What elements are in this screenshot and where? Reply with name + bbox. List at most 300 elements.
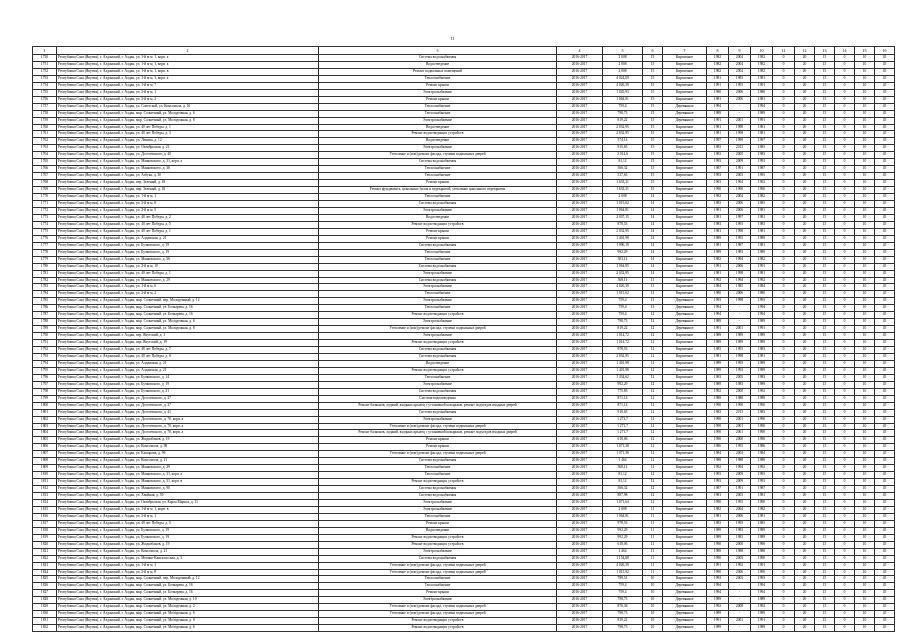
table-row: [33, 103, 895, 110]
table-cell: Кирпичное: [663, 291, 707, 298]
address-detail: ул. 1-й м-н, 1, корп. в: [136, 506, 169, 511]
table-row: [33, 541, 895, 548]
table-cell: 13: [643, 277, 663, 284]
table-cell: Кирпичное: [663, 214, 707, 221]
work-type-cell: Ремонт фундамента, цокольных балок и перекрытий, утепление цокольного перекрытия: [319, 187, 557, 194]
address-cell: Республика Саха (Якутия), г. Алданский, г. Алдан, ул. Достоевского, д. 70, корп. а: [57, 423, 319, 430]
address-prefix: Республика Саха (Якутия), г. Алданский, г. Алдан: [58, 576, 135, 581]
table-cell: 12: [643, 312, 663, 319]
table-cell: 10: [855, 270, 875, 277]
table-cell: 14: [643, 194, 663, 201]
table-cell: 798,73: [603, 319, 643, 326]
table-cell: 1989: [707, 611, 729, 618]
address-detail: ул. 2-й м-н, 8: [136, 569, 157, 574]
table-cell: Деревянное: [663, 319, 707, 326]
table-cell: 1990: [751, 555, 773, 562]
address-detail: ул. Достоевского, д. 70, корп. а: [136, 430, 184, 435]
table-row: [33, 277, 895, 284]
table-cell: 12: [643, 423, 663, 430]
table-cell: 10: [855, 319, 875, 326]
table-cell: 1981: [707, 242, 729, 249]
table-row: [33, 423, 895, 430]
table-row: [33, 486, 895, 493]
table-cell: 15: [815, 500, 835, 507]
address-prefix: Республика Саха (Якутия), г. Алданский, г. Алдан: [58, 242, 135, 247]
table-cell: Кирпичное: [663, 506, 707, 513]
table-cell: 10: [855, 159, 875, 166]
table-cell: 20: [795, 75, 815, 82]
address-detail: мкр. Солнечный, ул. Бочкарева, д. 16: [136, 583, 193, 588]
table-cell: 0: [835, 263, 855, 270]
table-cell: 1991: [751, 82, 773, 89]
address-detail: ул. Маяковского, д. 31, корп. а: [136, 472, 183, 477]
table-cell: 0: [773, 527, 795, 534]
address-detail: мкр. Солнечный, ул. Молодежная, д. 6: [136, 319, 195, 324]
table-cell: 45: [875, 110, 895, 117]
address-prefix: Республика Саха (Якутия), г. Алданский, г. Алдан: [58, 416, 135, 421]
table-cell: 10: [855, 173, 875, 180]
table-cell: 20: [795, 604, 815, 611]
table-cell: 1989: [707, 534, 729, 541]
table-cell: 1993: [751, 479, 773, 486]
table-cell: 15: [815, 576, 835, 583]
address-prefix: Республика Саха (Якутия), г. Алданский, г. Алдан: [58, 374, 135, 379]
table-cell: 0: [835, 611, 855, 618]
table-cell: 10: [855, 291, 875, 298]
table-cell: 1988: [729, 548, 751, 555]
table-cell: 1994: [707, 590, 729, 597]
work-type-cell: Ремонт водоотводящих устройств: [319, 541, 557, 548]
table-cell: 0: [835, 444, 855, 451]
table-cell: 14: [643, 228, 663, 235]
table-cell: 1989: [707, 597, 729, 604]
table-cell: 0: [835, 201, 855, 208]
address-cell: Республика Саха (Якутия), г. Алданский, г. Алдан, ул. Мегино-Кангаласская, д. 3: [57, 555, 319, 562]
table-cell: 1827: [33, 590, 57, 597]
table-cell: 0: [773, 465, 795, 472]
table-cell: 1984: [707, 284, 729, 291]
table-cell: 1982: [707, 61, 729, 68]
table-cell: 2016-2017: [557, 367, 603, 374]
table-cell: 20: [795, 618, 815, 625]
table-cell: 12: [643, 319, 663, 326]
address-cell: Республика Саха (Якутия), г. Алданский, г. Алдан, ул. 2-й м-н, 2: [57, 291, 319, 298]
table-cell: 20: [795, 312, 815, 319]
table-cell: 1795: [33, 367, 57, 374]
table-cell: 20: [795, 611, 815, 618]
table-cell: 2004: [729, 55, 751, 62]
table-row: [33, 430, 895, 437]
table-cell: 1994: [751, 305, 773, 312]
work-type-cell: Электроснабжение: [319, 298, 557, 305]
table-cell: 10: [855, 110, 875, 117]
table-cell: 11: [643, 520, 663, 527]
table-cell: 2016-2017: [557, 534, 603, 541]
table-row: [33, 166, 895, 173]
table-cell: 45: [875, 75, 895, 82]
work-type-cell: Утепление и (или) ремонт фасада, ступени подвальных дверей: [319, 604, 557, 611]
table-cell: 0: [773, 513, 795, 520]
address-detail: ул. Комсомола, д. 98: [136, 444, 168, 449]
table-cell: 45: [875, 451, 895, 458]
table-cell: 0: [773, 96, 795, 103]
table-cell: 1983: [707, 409, 729, 416]
address-cell: Республика Саха (Якутия), г. Алданский, г. Алдан, ул. Достоевского, д. 27: [57, 402, 319, 409]
table-cell: 2016-2017: [557, 68, 603, 75]
table-row: [33, 298, 895, 305]
table-cell: 0: [773, 555, 795, 562]
address-cell: Республика Саха (Якутия), г. Алданский, г. Алдан, ул. Достоевского, д. 70, корп. а: [57, 430, 319, 437]
table-cell: 2005: [729, 374, 751, 381]
address-cell: Республика Саха (Якутия), г. Алданский, г. Алдан, мкр. Солнечный, ул. Молодежная, д. 10: [57, 597, 319, 604]
table-cell: 0: [773, 353, 795, 360]
address-cell: Республика Саха (Якутия), г. Алданский, г. Алдан, мкр. Солнечный, ул. Молодежная, д. 6: [57, 625, 319, 632]
table-cell: 1983: [707, 374, 729, 381]
work-type-cell: Ремонт водоотводящих устройств: [319, 340, 557, 347]
table-cell: 1982: [751, 68, 773, 75]
table-cell: 0: [773, 75, 795, 82]
table-cell: 2 008: [603, 61, 643, 68]
table-cell: 1981: [707, 124, 729, 131]
table-cell: 20: [795, 374, 815, 381]
table-cell: 1 401,98: [603, 235, 643, 242]
table-cell: Кирпичное: [663, 437, 707, 444]
table-cell: 1991: [707, 117, 729, 124]
table-cell: 2016-2017: [557, 201, 603, 208]
table-cell: 2016-2017: [557, 82, 603, 89]
table-cell: 0: [773, 444, 795, 451]
table-cell: 1990: [751, 423, 773, 430]
address-cell: Республика Саха (Якутия), г. Алданский, г. Алдан, пер. Якутский, д. 1: [57, 333, 319, 340]
table-cell: 1989: [707, 333, 729, 340]
table-cell: 0: [773, 409, 795, 416]
address-prefix: Республика Саха (Якутия), г. Алданский, г. Алдан: [58, 451, 135, 456]
table-cell: Кирпичное: [663, 388, 707, 395]
table-cell: Деревянное: [663, 590, 707, 597]
address-prefix: Республика Саха (Якутия), г. Алданский, г. Алдан: [58, 520, 135, 525]
table-cell: 45: [875, 583, 895, 590]
table-cell: 10: [855, 214, 875, 221]
table-cell: 10: [855, 124, 875, 131]
work-type-cell: Система водоснабжения: [319, 493, 557, 500]
table-cell: 20: [795, 347, 815, 354]
work-type-cell: Ремонт водоотводящих устройств: [319, 479, 557, 486]
table-row: [33, 256, 895, 263]
table-row: [33, 333, 895, 340]
table-cell: 45: [875, 465, 895, 472]
address-prefix: Республика Саха (Якутия), г. Алданский, г. Алдан: [58, 55, 135, 59]
table-cell: 20: [795, 117, 815, 124]
table-cell: Кирпичное: [663, 124, 707, 131]
table-cell: 2016-2017: [557, 228, 603, 235]
table-cell: Кирпичное: [663, 416, 707, 423]
table-cell: 15: [815, 451, 835, 458]
table-cell: 15: [815, 124, 835, 131]
address-cell: Республика Саха (Якутия), г. Алданский, г. Алдан, ул. 2-й м-н, 2: [57, 96, 319, 103]
table-cell: Кирпичное: [663, 541, 707, 548]
table-cell: Кирпичное: [663, 152, 707, 159]
table-cell: 1993: [707, 472, 729, 479]
table-cell: 0: [835, 55, 855, 62]
table-cell: 1993: [729, 500, 751, 507]
table-cell: 1 014,72: [603, 333, 643, 340]
address-cell: Республика Саха (Якутия), г. Алданский, г. Алдан, ул. Маяковского, д. 29: [57, 277, 319, 284]
table-cell: 0: [835, 527, 855, 534]
table-cell: 0: [773, 590, 795, 597]
table-cell: 0: [835, 402, 855, 409]
table-cell: 759,4: [603, 583, 643, 590]
table-cell: 0: [773, 340, 795, 347]
address-cell: Республика Саха (Якутия), г. Алданский, г. Алдан, ул. Достоевского, д. 27: [57, 395, 319, 402]
table-cell: 1981: [751, 96, 773, 103]
address-cell: Республика Саха (Якутия), г. Алданский, г. Алдан, ул. Маяковского, д. 90: [57, 486, 319, 493]
table-cell: Кирпичное: [663, 277, 707, 284]
table-cell: 20: [795, 166, 815, 173]
address-detail: ул. 40 лет Победы, д. 1: [136, 270, 171, 275]
table-cell: 1991: [751, 326, 773, 333]
table-cell: 1794: [33, 360, 57, 367]
address-prefix: Республика Саха (Якутия), г. Алданский, г. Алдан: [58, 312, 135, 317]
address-detail: ул. Бучковского, д. 14: [136, 374, 169, 379]
table-cell: 0: [835, 597, 855, 604]
address-cell: Республика Саха (Якутия), г. Алданский, г. Алдан, ул. 40 лет Победы, д. 2: [57, 214, 319, 221]
table-cell: Кирпичное: [663, 138, 707, 145]
table-cell: 1791: [33, 340, 57, 347]
table-cell: 10: [855, 527, 875, 534]
table-cell: 45: [875, 207, 895, 214]
table-cell: 12: [643, 444, 663, 451]
table-cell: 1786: [33, 305, 57, 312]
table-cell: 1983: [729, 249, 751, 256]
table-cell: 618,06: [603, 541, 643, 548]
table-cell: 1814: [33, 500, 57, 507]
table-cell: 1990: [751, 500, 773, 507]
table-cell: 12: [643, 409, 663, 416]
address-cell: Республика Саха (Якутия), г. Алданский, г. Алдан, ул. Алданская, д. 21: [57, 360, 319, 367]
address-detail: мкр. Солнечный, пер. Молодежный, д. 12: [136, 576, 200, 581]
table-cell: 0: [835, 437, 855, 444]
table-cell: 10: [643, 625, 663, 632]
table-cell: 11: [643, 513, 663, 520]
table-cell: 45: [875, 333, 895, 340]
address-cell: Республика Саха (Якутия), г. Алданский, г. Алдан, мкр. Солнечный, ул. Бочкарева, д. 16: [57, 583, 319, 590]
table-cell: 0: [835, 270, 855, 277]
table-cell: 1983: [751, 520, 773, 527]
table-cell: 1998: [729, 228, 751, 235]
address-detail: ул. Бучковского, д. 21: [136, 388, 169, 393]
address-cell: Республика Саха (Якутия), г. Алданский, г. Алдан, ул. Октябрьская, д. 21: [57, 145, 319, 152]
table-cell: 2016-2017: [557, 590, 603, 597]
work-type-cell: Система водоотведения: [319, 395, 557, 402]
table-cell: 992,29: [603, 381, 643, 388]
table-cell: 0: [835, 451, 855, 458]
table-cell: Деревянное: [663, 103, 707, 110]
table-cell: 15: [815, 138, 835, 145]
table-cell: Кирпичное: [663, 173, 707, 180]
table-cell: 1983: [751, 374, 773, 381]
table-cell: Деревянное: [663, 117, 707, 124]
address-prefix: Республика Саха (Якутия), г. Алданский, г. Алдан: [58, 207, 135, 212]
table-cell: 1983: [707, 347, 729, 354]
table-cell: Кирпичное: [663, 409, 707, 416]
table-cell: 10: [855, 541, 875, 548]
table-cell: 1994: [707, 583, 729, 590]
table-cell: 1989: [707, 625, 729, 632]
table-cell: 20: [795, 263, 815, 270]
address-prefix: Республика Саха (Якутия), г. Алданский, г. Алдан: [58, 75, 135, 80]
table-cell: 20: [795, 180, 815, 187]
table-cell: 1991: [707, 82, 729, 89]
address-prefix: Республика Саха (Якутия), г. Алданский, г. Алдан: [58, 166, 135, 171]
table-cell: 10: [855, 486, 875, 493]
work-type-cell: Утепление и (или) ремонт фасада, ступени подвальных дверей: [319, 423, 557, 430]
table-row: [33, 451, 895, 458]
address-cell: Республика Саха (Якутия), г. Алданский, г. Алдан, ул. Маяковского, д. 31, корп. а: [57, 159, 319, 166]
table-cell: 0: [835, 312, 855, 319]
table-cell: Кирпичное: [663, 444, 707, 451]
address-prefix: Республика Саха (Якутия), г. Алданский, г. Алдан: [58, 423, 135, 428]
table-cell: 1993: [751, 472, 773, 479]
table-cell: 0: [773, 618, 795, 625]
table-cell: 20: [795, 353, 815, 360]
table-cell: 1991: [707, 263, 729, 270]
table-cell: 15: [643, 173, 663, 180]
table-cell: 20: [795, 277, 815, 284]
column-header: 12: [795, 47, 815, 55]
table-cell: 10: [855, 353, 875, 360]
table-cell: 10: [855, 374, 875, 381]
table-cell: 10: [855, 340, 875, 347]
table-cell: 992,29: [603, 249, 643, 256]
table-cell: 2016-2017: [557, 625, 603, 632]
table-cell: 0: [835, 576, 855, 583]
table-cell: 0: [773, 388, 795, 395]
table-cell: 15: [815, 277, 835, 284]
table-cell: 45: [875, 305, 895, 312]
address-cell: Республика Саха (Якутия), г. Алданский, г. Алдан, мкр. Солнечный, ул. Молодежная, д. 8: [57, 618, 319, 625]
table-cell: 2016-2017: [557, 55, 603, 62]
table-cell: 978,53: [603, 347, 643, 354]
table-cell: 1788: [33, 319, 57, 326]
table-cell: 15: [815, 583, 835, 590]
work-type-cell: Электроснабжение: [319, 500, 557, 507]
table-cell: 20: [795, 256, 815, 263]
table-cell: Кирпичное: [663, 249, 707, 256]
table-cell: 10: [855, 388, 875, 395]
table-cell: 2016-2017: [557, 145, 603, 152]
table-cell: 14: [643, 214, 663, 221]
table-cell: 1987: [751, 486, 773, 493]
address-prefix: Республика Саха (Якутия), г. Алданский, г. Алдан: [58, 360, 135, 365]
address-detail: ул. 2-й м-н, 8: [136, 201, 157, 206]
address-prefix: Республика Саха (Якутия), г. Алданский, г. Алдан: [58, 319, 135, 324]
table-cell: 1828: [33, 597, 57, 604]
address-prefix: Республика Саха (Якутия), г. Алданский, г. Алдан: [58, 527, 135, 532]
table-cell: 0: [835, 604, 855, 611]
table-cell: 876,36: [603, 604, 643, 611]
table-row: [33, 590, 895, 597]
table-cell: 0: [773, 249, 795, 256]
table-cell: 0: [773, 82, 795, 89]
table-cell: 20: [795, 360, 815, 367]
address-prefix: Республика Саха (Якутия), г. Алданский, г. Алдан: [58, 513, 135, 518]
table-cell: 0: [773, 437, 795, 444]
table-cell: 0: [835, 103, 855, 110]
table-cell: 1993: [707, 298, 729, 305]
address-prefix: Республика Саха (Якутия), г. Алданский, г. Алдан: [58, 214, 135, 219]
address-prefix: Республика Саха (Якутия), г. Алданский, г. Алдан: [58, 124, 135, 129]
table-cell: 1963: [707, 180, 729, 187]
table-cell: 20: [795, 395, 815, 402]
table-row: [33, 527, 895, 534]
table-cell: 2016-2017: [557, 430, 603, 437]
table-cell: 15: [815, 55, 835, 62]
table-cell: 1991: [707, 618, 729, 625]
table-cell: 10: [855, 416, 875, 423]
table-cell: 0: [773, 270, 795, 277]
table-cell: 1998: [729, 124, 751, 131]
table-cell: 1982: [751, 506, 773, 513]
table-cell: 992,29: [603, 527, 643, 534]
table-cell: 2004: [729, 194, 751, 201]
table-cell: 1832: [33, 625, 57, 632]
table-cell: 0: [773, 201, 795, 208]
table-row: [33, 131, 895, 138]
work-type-cell: Ремонт водоотводящих устройств: [319, 625, 557, 632]
table-row: [33, 201, 895, 208]
work-type-cell: Ремонт крыши: [319, 82, 557, 89]
address-detail: ул. 2-й м-н, 2: [136, 291, 157, 296]
address-cell: Республика Саха (Якутия), г. Алданский, г. Алдан, ул. Маяковского, д. 31, корп. а: [57, 472, 319, 479]
table-cell: 45: [875, 555, 895, 562]
table-cell: 1756: [33, 96, 57, 103]
table-cell: 1758: [33, 110, 57, 117]
table-cell: 15: [643, 152, 663, 159]
table-cell: 10: [855, 305, 875, 312]
table-cell: 0: [773, 173, 795, 180]
table-cell: 10: [643, 604, 663, 611]
table-cell: 0: [835, 152, 855, 159]
table-cell: 0: [835, 256, 855, 263]
table-cell: 45: [875, 367, 895, 374]
table-cell: 10: [855, 562, 875, 569]
table-cell: 10: [855, 506, 875, 513]
address-prefix: Республика Саха (Якутия), г. Алданский, г. Алдан: [58, 340, 135, 345]
address-prefix: Республика Саха (Якутия), г. Алданский, г. Алдан: [58, 381, 135, 386]
table-cell: 15: [815, 430, 835, 437]
address-detail: мкр. Солнечный, ул. Молодежная, д. 6: [136, 625, 195, 630]
table-cell: 14: [643, 270, 663, 277]
table-cell: 2016-2017: [557, 159, 603, 166]
table-cell: 45: [875, 590, 895, 597]
table-cell: 1983: [751, 152, 773, 159]
table-cell: 2016-2017: [557, 374, 603, 381]
table-cell: 2016-2017: [557, 291, 603, 298]
table-cell: 1998: [729, 353, 751, 360]
address-detail: ул. 40 лет Победы, д. 2: [136, 214, 171, 219]
address-cell: Республика Саха (Якутия), г. Алданский, г. Алдан, мкр. Солнечный, ул. Молодежная, д. 6: [57, 319, 319, 326]
table-cell: 0: [835, 347, 855, 354]
table-cell: 0: [773, 166, 795, 173]
table-cell: 45: [875, 506, 895, 513]
table-header-row: [33, 47, 895, 55]
address-prefix: Республика Саха (Якутия), г. Алданский, г. Алдан: [58, 291, 135, 296]
table-cell: 2 037,15: [603, 214, 643, 221]
table-cell: 20: [795, 291, 815, 298]
table-cell: 0: [773, 228, 795, 235]
table-cell: 12: [643, 430, 663, 437]
work-type-cell: Теплоснабжение: [319, 103, 557, 110]
